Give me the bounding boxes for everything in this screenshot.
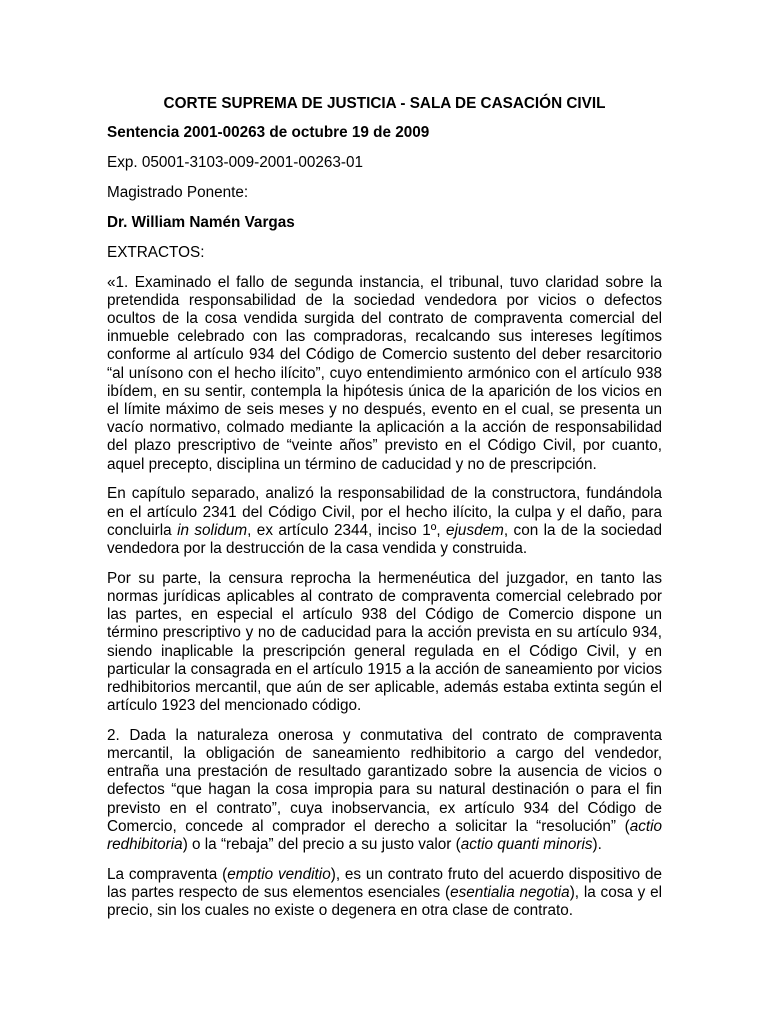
paragraph-3: Por su parte, la censura reprocha la hermenéutica del juzgador, en tanto las normas jurídicas aplicables al contrato de compraventa comercial celebrado por las partes, en especial el artículo 938 del Código de Comercio dispone un término prescriptivo y no de caducidad para la acción prevista en su artículo 934, siendo inaplicable la prescripción general regulada en el Código Civil, y en particular la consagrada en el artículo 1915 a la acción de saneamiento por vicios redhibitorios mercantil, que aún de ser aplicable, además estaba extinta según el artículo 1923 del mencionado código. xyxy=(107,569,662,715)
sentencia-line: Sentencia 2001-00263 de octubre 19 de 2009 xyxy=(107,124,430,142)
document-page xyxy=(107,95,662,932)
paragraph-5-text-b: ), es un contrato fruto del acuerdo dispositivo de las partes respecto de sus elementos esenciales ( xyxy=(107,865,662,901)
magistrado-name: Dr. William Namén Vargas xyxy=(107,213,295,231)
paragraph-4-italic-1: actio redhibitoria xyxy=(107,817,662,854)
paragraph-4-text-a: 2. Dada la naturaleza onerosa y conmutativa del contrato de compraventa mercantil, la obligación de saneamiento redhibitorio a cargo del vendedor, entraña una prestación de resultado garantizado sobre la ausencia de vicios o defectos “que hagan la cosa impropia para su natural destinación o para el fin previsto en el contrato”, cuya inobservancia, ex artículo 934 del Código de Comercio, concede al comprador el derecho a solicitar la “resolución” ( xyxy=(107,726,662,835)
magistrado-label: Magistrado Ponente: xyxy=(107,183,249,201)
extractos-label: EXTRACTOS: xyxy=(107,243,205,261)
paragraph-2-text-c: , con la de la sociedad vendedora por la destrucción de la casa vendida y construida. xyxy=(107,521,662,557)
paragraph-1: «1. Examinado el fallo de segunda instancia, el tribunal, tuvo claridad sobre la pretendida responsabilidad de la sociedad vendedora por vicios o defectos ocultos de la cosa vendida surgida del contrato de compraventa comercial del inmueble celebrado con las compradoras, recalcando sus intereses legítimos conforme al artículo 934 del Código de Comercio sustento del deber resarcitorio “al unísono con el hecho ilícito”, cuyo entendimiento armónico con el artículo 938 ibídem, en su sentir, contempla la hipótesis única de la aparición de los vicios en el límite máximo de seis meses y no después, evento en el cual, se presenta un vacío normativo, colmado mediante la aplicación a la acción de responsabilidad del plazo prescriptivo de “veinte años” previsto en el Código Civil, por cuanto, aquel precepto, disciplina un término de caducidad y no de prescripción. xyxy=(107,273,662,473)
paragraph-5-italic-2: esentialia negotia xyxy=(450,883,570,901)
paragraph-4-text-b: ) o la “rebaja” del precio a su justo valor ( xyxy=(182,836,461,854)
expediente-line: Exp. 05001-3103-009-2001-00263-01 xyxy=(107,154,363,172)
paragraph-2-text-a: En capítulo separado, analizó la responsabilidad de la constructora, fundándola en el artículo 2341 del Código Civil, por el hecho ilícito, la culpa y el daño, para concluirla xyxy=(107,485,662,539)
paragraph-4 xyxy=(107,727,662,854)
paragraph-2-italic-2: ejusdem xyxy=(446,521,504,539)
paragraph-2 xyxy=(107,485,662,558)
paragraph-5 xyxy=(107,866,662,921)
paragraph-5-text-c: ), la cosa y el precio, sin los cuales no existe o degenera en otra clase de contrato. xyxy=(107,883,662,920)
paragraph-5-text-a: La compraventa ( xyxy=(107,865,228,883)
paragraph-2-italic-1: in solidum xyxy=(177,521,248,539)
paragraph-5-italic-1: emptio venditio xyxy=(227,865,331,883)
paragraph-2-text-b: , ex artículo 2344, inciso 1º, xyxy=(247,521,447,539)
document-title: CORTE SUPREMA DE JUSTICIA - SALA DE CASACIÓN CIVIL xyxy=(163,95,606,112)
paragraph-4-text-c: ). xyxy=(592,836,602,854)
paragraph-4-italic-2: actio quanti minoris xyxy=(460,836,593,854)
